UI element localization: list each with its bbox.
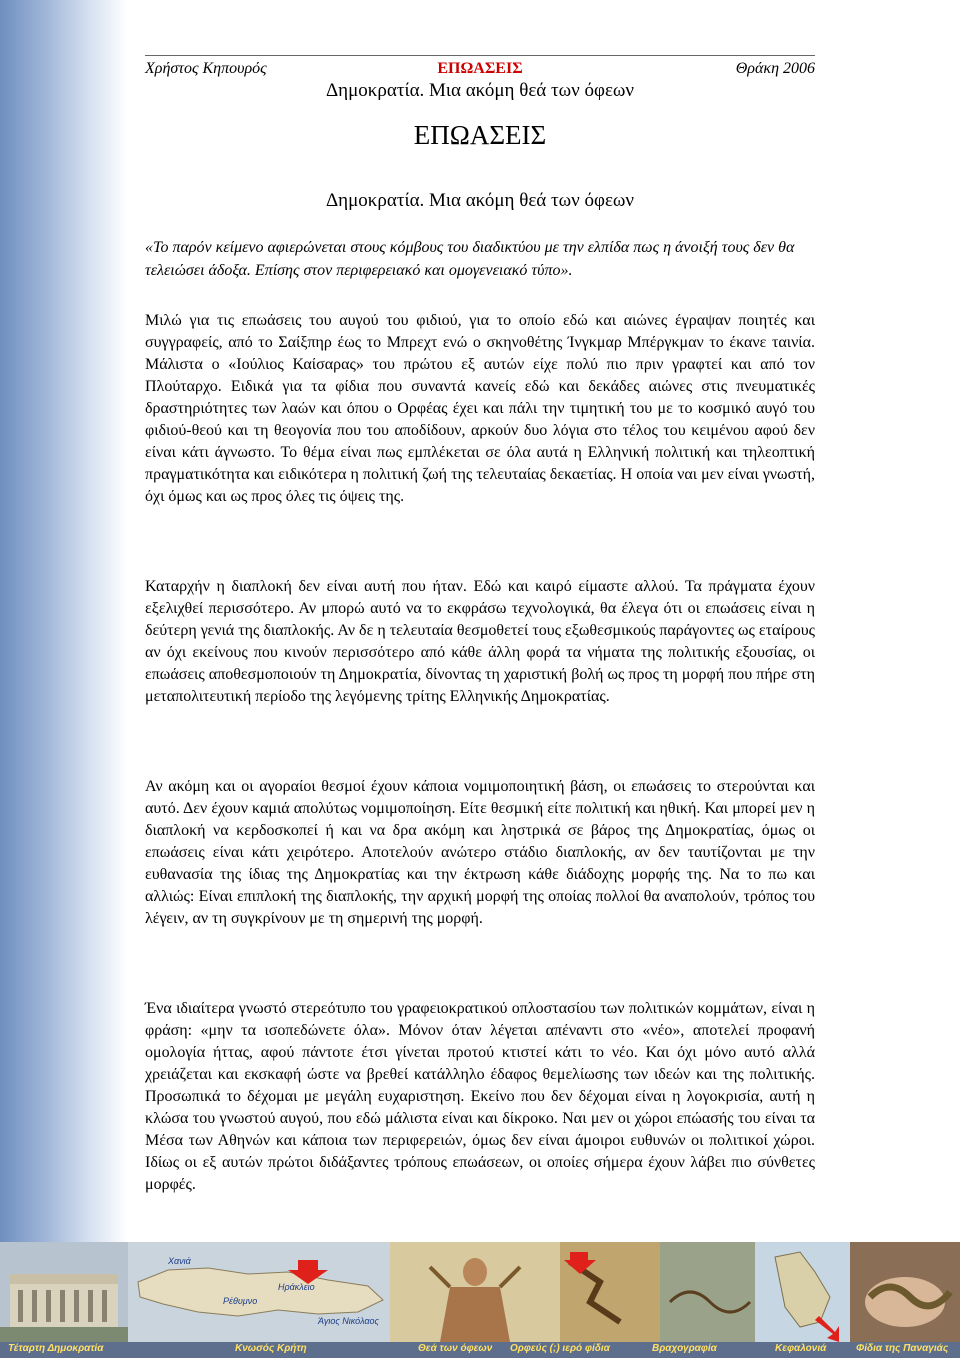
- caption-virgin-snakes: Φίδια της Παναγιάς: [856, 1343, 949, 1354]
- footer-image-strip: [0, 1242, 960, 1358]
- document-title: ΕΠΩΑΣΕΙΣ: [413, 120, 547, 150]
- kefalonia-map: [755, 1242, 850, 1342]
- parliament-photo: [0, 1242, 128, 1342]
- left-gradient-margin: [0, 0, 128, 1244]
- crete-map: [128, 1242, 390, 1342]
- orpheus-image: [560, 1242, 660, 1342]
- paragraph-4: Ένα ιδιαίτερα γνωστό στερεότυπο του γραφειοκρατικού οπλοστασίου των πολιτικών κομμάτων, είναι η φράση: «μην τα ισοπεδώνετε όλα». Μόνον όταν λέγεται απέναντι στο «νέο», αποτελεί προφανή ομολογία ήττας, αφού πάντοτε έτσι γίνεται προτού κτιστεί κάτι το νέο. Και όχι μόνο αυτό αλλά χρειάζεται και εκσκαφή ώστε να βρεθεί κατάλληλο έδαφος θεμελίωσης των ιδεών και της πολιτικής. Προσωπικά το δέχομαι με μεγάλη ευχαριστηση. Εκείνο που δεν δέχομαι είναι η λογοκρισία, αυτή η κλώσα του γνωστού αυγού, που εδώ μάλιστα είναι και δίκροκο. Ναι μεν οι χώροι επώασής του είναι τα Μέσα των Αθηνών και κάποια των περιφερειών, όμως δεν είναι άμοιροι ευθυνών οι πολιτικοί χώροι. Ιδίως οι εξ αυτών πρώτοι διδάξαντες τρόπους επωάσεων, οι οποίες σήμερα έχουν λάβει πιο σύνθετες μορφές.: [145, 1000, 815, 1193]
- caption-rock-painting: Βραχογραφία: [652, 1343, 717, 1354]
- caption-snake-goddess: Θεά των όφεων: [418, 1343, 493, 1354]
- snake-goddess-statue: [390, 1242, 560, 1342]
- header-section: ΕΠΩΑΣΕΙΣ: [437, 60, 523, 77]
- header-subheading: Δημοκρατία. Μια ακόμη θεά των όφεων: [325, 80, 635, 101]
- map-label-chania: Χανιά: [168, 1256, 191, 1266]
- rock-painting: [660, 1242, 755, 1342]
- caption-bar: [0, 1342, 960, 1358]
- header-rule: [145, 55, 815, 56]
- dedication: «Το παρόν κείμενο αφιερώνεται στους κόμβους του διαδικτύου με την ελπίδα πως η άνοιξή τους δεν θα τελειώσει άδοξα. Επίσης στον περιφερειακό και ομογενειακό τύπο».: [145, 239, 795, 279]
- paragraph-3: Αν ακόμη και οι αγοραίοι θεσμοί έχουν κάποια νομιμοποιητική βάση, οι επωάσεις το στερούνται και αυτό. Δεν έχουν καμιά απολύτως νομιμοποίηση. Είτε θεσμική είτε πολιτική και ηθική. Και μπορεί μεν η διαπλοκή να κερδοσκοπεί ή και να δρα ακόμη και ληστρικά σε βάρος της Δημοκρατίας, όμως οι επωάσεις είναι κάτι χειρότερο. Αποτελούν ανώτερο στάδιο διαπλοκής, αν δεν ταυτίζονται με την ευθανασία της ίδιας της Δημοκρατίας και την έκτρωση κάθε διάδοχης μορφής της. Να το πω και αλλιώς: Είναι επιπλοκή της διαπλοκής, την αρχική μορφή της οποίας πολλοί θα αναπολούν, τρόπος του λέγειν, αν τη συγκρίνουν με τη σημερινή της μορφή.: [145, 778, 815, 927]
- map-label-rethymno: Ρέθυμνο: [223, 1296, 258, 1306]
- header-place-year: Θράκη 2006: [735, 60, 815, 77]
- header-author: Χρήστος Κηπουρός: [145, 60, 267, 77]
- caption-orpheus: Ορφεύς (;) ιερό φίδια: [510, 1343, 610, 1354]
- running-header: [145, 60, 815, 80]
- caption-kefalonia: Κεφαλονιά: [775, 1343, 827, 1354]
- document-subtitle: Δημοκρατία. Μια ακόμη θεά των όφεων: [325, 190, 635, 211]
- snakes-in-hand-photo: [850, 1242, 960, 1342]
- paragraph-2: Καταρχήν η διαπλοκή δεν είναι αυτή που ήταν. Εδώ και καιρό είμαστε αλλού. Τα πράγματα έχουν εξελιχθεί περισσότερο. Αν μπορώ αυτό να το εκφράσω τεχνολογικά, θα έλεγα ότι οι επωάσεις είναι η δεύτερη γενιά της διαπλοκής. Αν δε η τελευταία θεσμοθετεί τους εξωθεσμικούς παράγοντες ως εταίρους αν όχι εκείνους που κινούν περισσότερο από κάθε άλλη φορά τα νήματα της πολιτικής εξουσίας, οι επωάσεις αποθεσμοποιούν τη Δημοκρατία, δίνοντας τη χαριστική βολή ως προς τη μορφή που πήρε στη μεταπολιτευτική περίοδο της λεγόμενης τρίτης Ελληνικής Δημοκρατίας.: [145, 578, 815, 705]
- map-label-agios-nikolaos: Άγιος Νικόλαος: [318, 1316, 379, 1326]
- paragraph-1: Μιλώ για τις επωάσεις του αυγού του φιδιού, για το οποίο εδώ και αιώνες έγραψαν ποιητές και συγγραφείς, από το Σαίξπηρ έως το Μπρεχτ ενώ ο σκηνοθέτης Ίνγκμαρ Μπέργκμαν το έκανε ταινία. Μάλιστα ο «Ιούλιος Καίσαρας» του πρώτου εξ αυτών είχε πολύ πιο πριν γραφτεί και από τον Πλούταρχο. Ειδικά για τα φίδια που συναντά κανείς εδώ και δεκάδες αιώνες στις πνευματικές δραστηριότητες των λαών και όπου ο Ορφέας έχει και πάλι την τιμητική του με το κοσμικό αυγό του φιδιού-θεού και τη θεογονία που του αποδίδουν, αρκούν δυο λόγια στο τέλος του κειμένου αφού δεν είναι κάτι άγνωστο. Το θέμα είναι πως εμπλέκεται σε όλα αυτά η Ελληνική πολιτική και τηλεοπτική πραγματικότητα και ειδικότερα η πολιτική ζωή της τελευταίας δεκαετίας. Η οποία ναι μεν είναι γνωστή, όχι όμως και ως προς όλες τις όψεις της.: [145, 312, 815, 505]
- map-label-heraklion: Ηράκλειο: [278, 1282, 315, 1292]
- caption-fourth-democracy: Τέταρτη Δημοκρατία: [8, 1343, 104, 1354]
- caption-knossos: Κνωσός Κρήτη: [235, 1343, 307, 1354]
